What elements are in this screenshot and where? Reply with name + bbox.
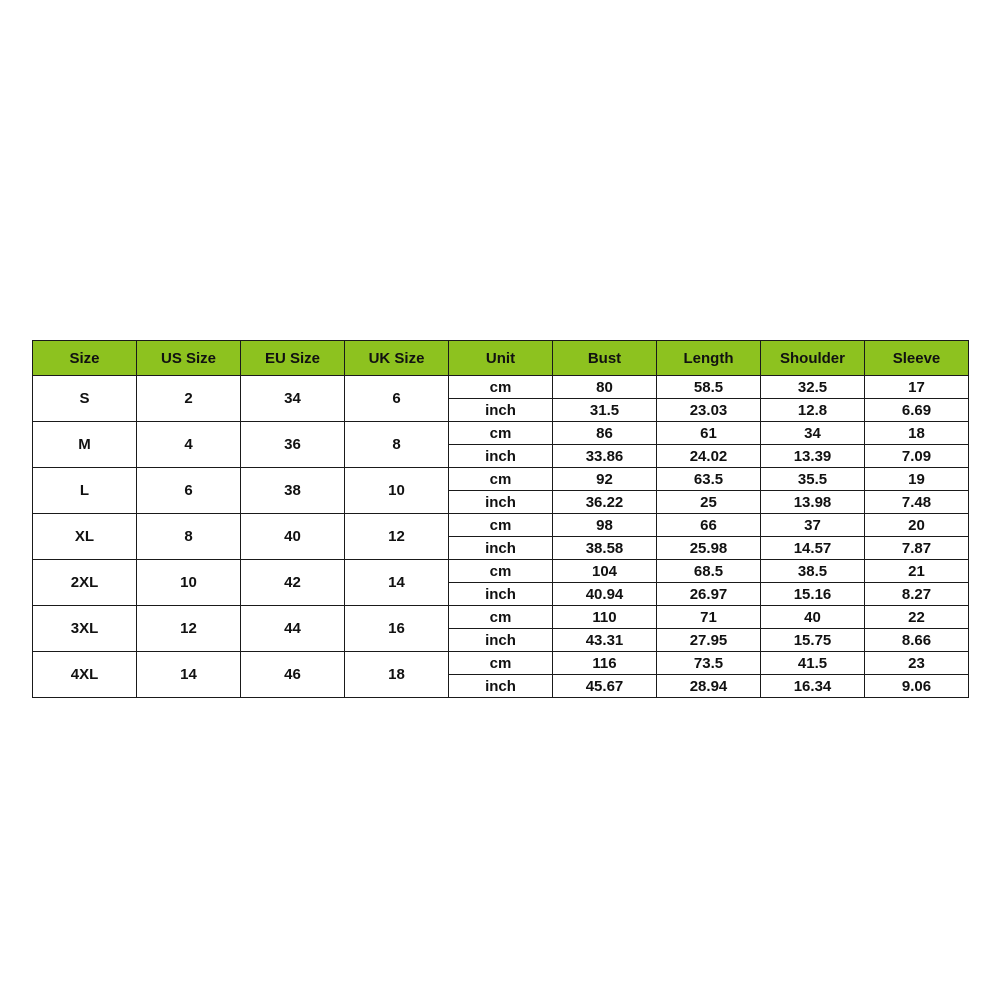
table-row	[33, 422, 969, 445]
table-header	[33, 341, 969, 376]
shoulder-cell: 40	[761, 606, 865, 629]
length-cell: 25.98	[657, 537, 761, 560]
bust-cell: 116	[553, 652, 657, 675]
bust-cell: 80	[553, 376, 657, 399]
size-cell: S	[33, 376, 137, 422]
bust-cell: 98	[553, 514, 657, 537]
sleeve-cell: 23	[865, 652, 969, 675]
sleeve-cell: 18	[865, 422, 969, 445]
sleeve-cell: 8.27	[865, 583, 969, 606]
bust-cell: 38.58	[553, 537, 657, 560]
size-cell: 3XL	[33, 606, 137, 652]
sleeve-cell: 8.66	[865, 629, 969, 652]
length-cell: 27.95	[657, 629, 761, 652]
unit-cell: cm	[449, 652, 553, 675]
length-cell: 61	[657, 422, 761, 445]
eu-size-cell: 34	[241, 376, 345, 422]
length-cell: 68.5	[657, 560, 761, 583]
header-sleeve: Sleeve	[865, 341, 969, 376]
table-row	[33, 376, 969, 399]
header-row	[33, 341, 969, 376]
us-size-cell: 2	[137, 376, 241, 422]
header-shoulder: Shoulder	[761, 341, 865, 376]
unit-cell: cm	[449, 606, 553, 629]
uk-size-cell: 12	[345, 514, 449, 560]
eu-size-cell: 40	[241, 514, 345, 560]
sleeve-cell: 21	[865, 560, 969, 583]
us-size-cell: 14	[137, 652, 241, 698]
table-row	[33, 468, 969, 491]
shoulder-cell: 32.5	[761, 376, 865, 399]
sleeve-cell: 7.09	[865, 445, 969, 468]
header-eu-size: EU Size	[241, 341, 345, 376]
eu-size-cell: 44	[241, 606, 345, 652]
us-size-cell: 12	[137, 606, 241, 652]
length-cell: 71	[657, 606, 761, 629]
header-bust: Bust	[553, 341, 657, 376]
bust-cell: 31.5	[553, 399, 657, 422]
bust-cell: 110	[553, 606, 657, 629]
shoulder-cell: 16.34	[761, 675, 865, 698]
length-cell: 28.94	[657, 675, 761, 698]
us-size-cell: 4	[137, 422, 241, 468]
unit-cell: cm	[449, 468, 553, 491]
bust-cell: 92	[553, 468, 657, 491]
bust-cell: 33.86	[553, 445, 657, 468]
shoulder-cell: 38.5	[761, 560, 865, 583]
bust-cell: 45.67	[553, 675, 657, 698]
uk-size-cell: 18	[345, 652, 449, 698]
length-cell: 26.97	[657, 583, 761, 606]
us-size-cell: 6	[137, 468, 241, 514]
sleeve-cell: 6.69	[865, 399, 969, 422]
sleeve-cell: 20	[865, 514, 969, 537]
size-cell: 4XL	[33, 652, 137, 698]
unit-cell: inch	[449, 583, 553, 606]
header-us-size: US Size	[137, 341, 241, 376]
table-row	[33, 560, 969, 583]
us-size-cell: 10	[137, 560, 241, 606]
header-length: Length	[657, 341, 761, 376]
length-cell: 24.02	[657, 445, 761, 468]
shoulder-cell: 37	[761, 514, 865, 537]
eu-size-cell: 46	[241, 652, 345, 698]
shoulder-cell: 41.5	[761, 652, 865, 675]
size-cell: L	[33, 468, 137, 514]
unit-cell: inch	[449, 491, 553, 514]
bust-cell: 86	[553, 422, 657, 445]
unit-cell: cm	[449, 514, 553, 537]
unit-cell: inch	[449, 399, 553, 422]
shoulder-cell: 35.5	[761, 468, 865, 491]
unit-cell: inch	[449, 629, 553, 652]
eu-size-cell: 36	[241, 422, 345, 468]
length-cell: 63.5	[657, 468, 761, 491]
sleeve-cell: 17	[865, 376, 969, 399]
uk-size-cell: 16	[345, 606, 449, 652]
size-cell: 2XL	[33, 560, 137, 606]
length-cell: 58.5	[657, 376, 761, 399]
length-cell: 66	[657, 514, 761, 537]
length-cell: 25	[657, 491, 761, 514]
us-size-cell: 8	[137, 514, 241, 560]
bust-cell: 104	[553, 560, 657, 583]
table-body	[33, 376, 969, 698]
header-uk-size: UK Size	[345, 341, 449, 376]
unit-cell: cm	[449, 376, 553, 399]
table-row	[33, 514, 969, 537]
table-row	[33, 652, 969, 675]
length-cell: 23.03	[657, 399, 761, 422]
eu-size-cell: 42	[241, 560, 345, 606]
shoulder-cell: 13.98	[761, 491, 865, 514]
unit-cell: inch	[449, 537, 553, 560]
header-unit: Unit	[449, 341, 553, 376]
sleeve-cell: 19	[865, 468, 969, 491]
shoulder-cell: 34	[761, 422, 865, 445]
sleeve-cell: 9.06	[865, 675, 969, 698]
shoulder-cell: 15.16	[761, 583, 865, 606]
shoulder-cell: 15.75	[761, 629, 865, 652]
sleeve-cell: 7.87	[865, 537, 969, 560]
sleeve-cell: 22	[865, 606, 969, 629]
uk-size-cell: 10	[345, 468, 449, 514]
bust-cell: 40.94	[553, 583, 657, 606]
size-cell: M	[33, 422, 137, 468]
sleeve-cell: 7.48	[865, 491, 969, 514]
unit-cell: inch	[449, 675, 553, 698]
eu-size-cell: 38	[241, 468, 345, 514]
size-chart-table	[32, 340, 969, 698]
uk-size-cell: 8	[345, 422, 449, 468]
shoulder-cell: 14.57	[761, 537, 865, 560]
uk-size-cell: 14	[345, 560, 449, 606]
unit-cell: cm	[449, 560, 553, 583]
uk-size-cell: 6	[345, 376, 449, 422]
bust-cell: 43.31	[553, 629, 657, 652]
shoulder-cell: 13.39	[761, 445, 865, 468]
shoulder-cell: 12.8	[761, 399, 865, 422]
length-cell: 73.5	[657, 652, 761, 675]
size-cell: XL	[33, 514, 137, 560]
header-size: Size	[33, 341, 137, 376]
bust-cell: 36.22	[553, 491, 657, 514]
unit-cell: cm	[449, 422, 553, 445]
unit-cell: inch	[449, 445, 553, 468]
table-row	[33, 606, 969, 629]
